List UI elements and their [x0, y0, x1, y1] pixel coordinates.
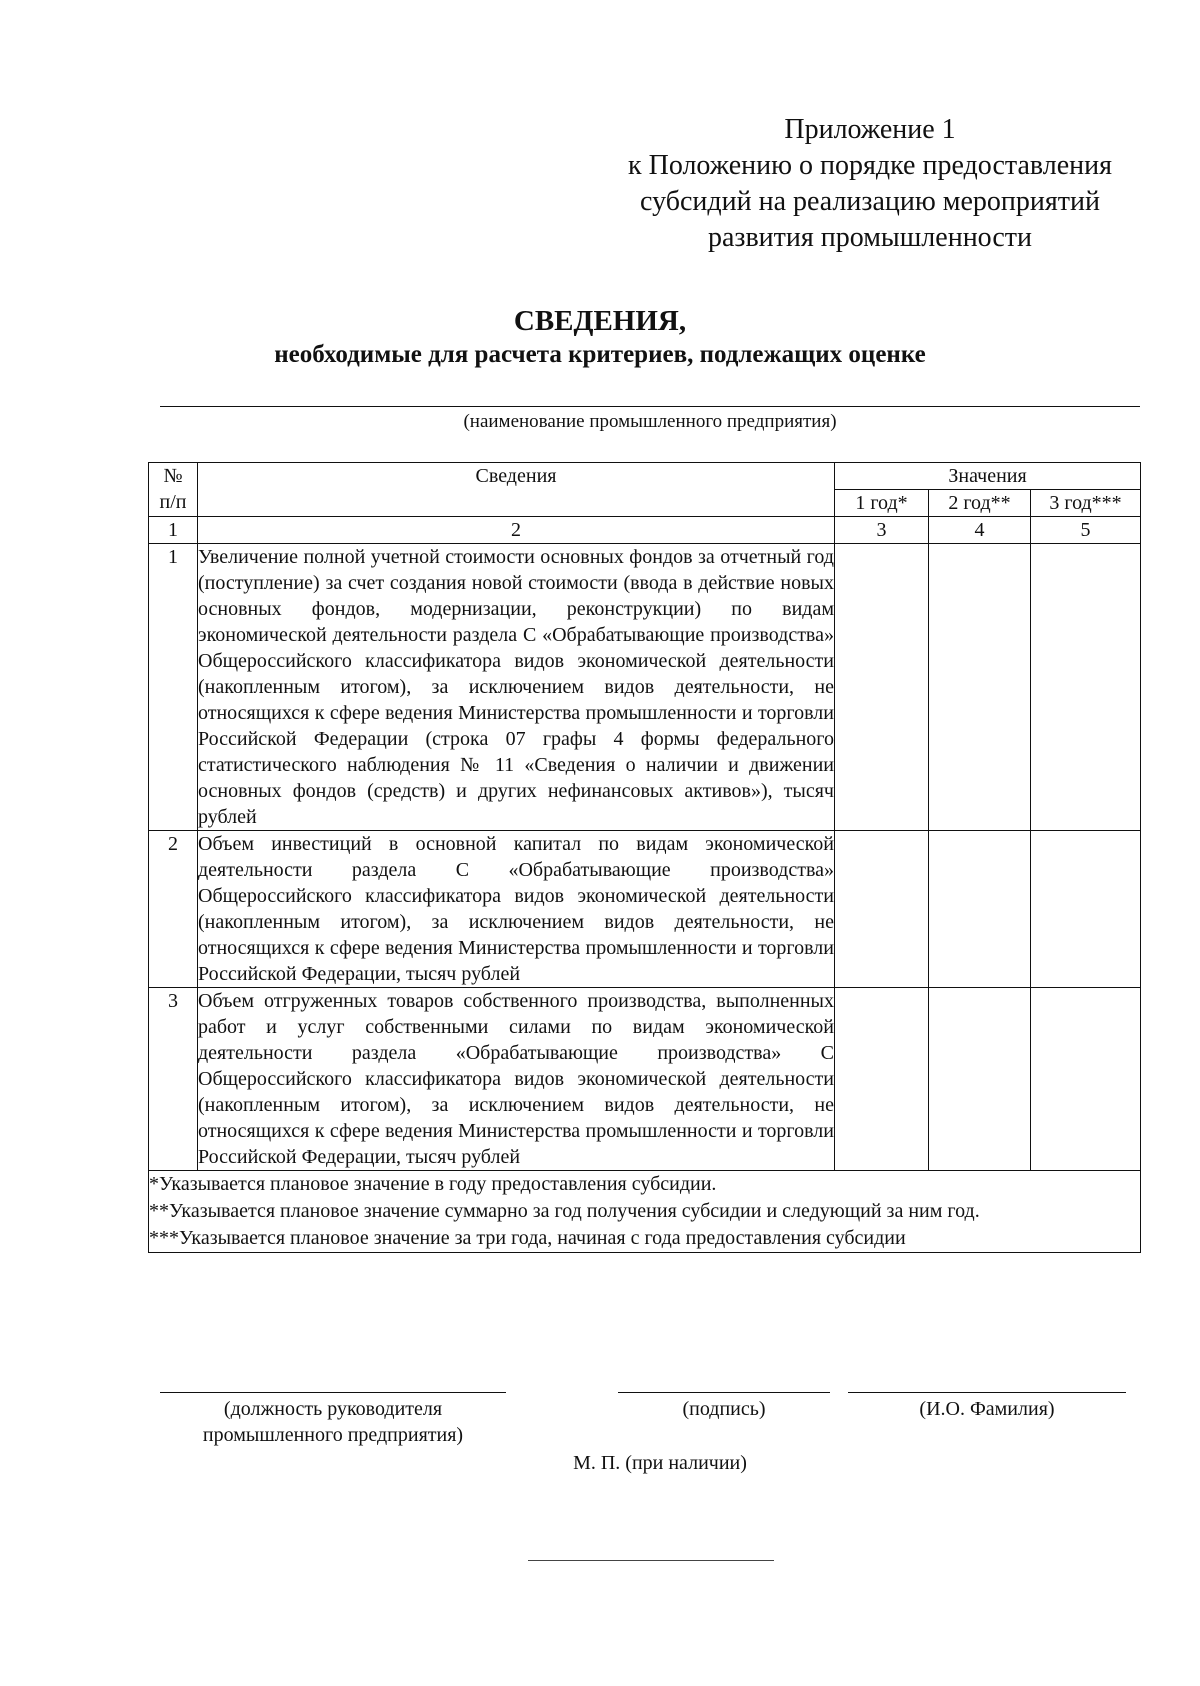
name-signature-line[interactable]: [848, 1392, 1126, 1393]
criteria-table: [148, 462, 1141, 1253]
annex-line: к Положению о порядке предоставления: [628, 150, 1112, 181]
header-number: [149, 463, 198, 517]
position-caption-line: (должность руководителя: [223, 1398, 443, 1420]
document-title: СВЕДЕНИЯ,: [513, 305, 687, 337]
annex-block: [600, 112, 1140, 256]
header-year-2: 2 год**: [929, 490, 1031, 517]
annex-line: развития промышленности: [707, 222, 1033, 253]
footnotes-row: [149, 1171, 1141, 1253]
value-year-3-cell[interactable]: [1031, 988, 1141, 1171]
name-caption: (И.О. Фамилия): [919, 1398, 1055, 1420]
row-description: Объем отгруженных товаров собственного производства, выполненных работ и услуг собственными силами по видам экономической деятельности раздела «Обрабатывающие производства» С Общероссийского классификатора видов экономической деятельности (накопленным итогом), за исключением видов деятельности, не относящихся к сфере ведения Министерства промышленности и торговли Российской Федерации, тысяч рублей: [198, 988, 835, 1171]
column-number: 5: [1031, 517, 1141, 544]
value-year-2-cell[interactable]: [929, 831, 1031, 988]
signature-caption: (подпись): [682, 1398, 766, 1420]
row-number: 2: [149, 831, 198, 988]
row-description: Увеличение полной учетной стоимости основных фондов за отчетный год (поступление) за счет создания новой стоимости (ввода в действие новых основных фондов, модернизации, реконструкции) по видам экономической деятельности раздела С «Обрабатывающие производства» Общероссийского классификатора видов экономической деятельности (накопленным итогом), за исключением видов деятельности, не относящихся к сфере ведения Министерства промышленности и торговли Российской Федерации (строка 07 графы 4 формы федерального статистического наблюдения № 11 «Сведения о наличии и движении основных фондов (средств) и других нефинансовых активов»), тысяч рублей: [198, 544, 835, 831]
position-caption: [150, 1396, 516, 1448]
row-number: 3: [149, 988, 198, 1171]
footnotes-cell: [149, 1171, 1141, 1253]
organization-name-caption: (наименование промышленного предприятия): [463, 411, 837, 432]
end-divider: [528, 1560, 774, 1561]
position-caption-line: промышленного предприятия): [202, 1424, 464, 1446]
column-number: 2: [198, 517, 835, 544]
header-year-1: 1 год*: [835, 490, 929, 517]
stamp-note: М. П. (при наличии): [573, 1452, 747, 1474]
value-year-1-cell[interactable]: [835, 544, 929, 831]
column-number-row: [149, 517, 1141, 544]
document-subtitle: необходимые для расчета критериев, подлежащих оценке: [274, 341, 926, 368]
signature-line[interactable]: [618, 1392, 830, 1393]
footnote: ***Указывается плановое значение за три года, начиная с года предоставления субсидии: [149, 1227, 906, 1249]
table-row: [149, 988, 1141, 1171]
value-year-2-cell[interactable]: [929, 544, 1031, 831]
table-row: [149, 544, 1141, 831]
footnote: **Указывается плановое значение суммарно за год получения субсидии и следующий за ним год.: [149, 1200, 980, 1222]
column-number: 4: [929, 517, 1031, 544]
annex-line: субсидий на реализацию мероприятий: [640, 186, 1100, 217]
organization-name-line[interactable]: [160, 406, 1140, 407]
row-number: 1: [149, 544, 198, 831]
value-year-1-cell[interactable]: [835, 988, 929, 1171]
column-number: 3: [835, 517, 929, 544]
footnote: *Указывается плановое значение в году предоставления субсидии.: [149, 1173, 717, 1195]
table-row: [149, 831, 1141, 988]
value-year-2-cell[interactable]: [929, 988, 1031, 1171]
header-values: Значения: [835, 463, 1141, 490]
header-number-label: № п/п: [159, 465, 187, 513]
position-signature-line[interactable]: [160, 1392, 506, 1393]
header-info: Сведения: [198, 463, 835, 517]
value-year-1-cell[interactable]: [835, 831, 929, 988]
value-year-3-cell[interactable]: [1031, 831, 1141, 988]
annex-line: Приложение 1: [784, 114, 956, 145]
column-number: 1: [149, 517, 198, 544]
header-year-3: 3 год***: [1031, 490, 1141, 517]
row-description: Объем инвестиций в основной капитал по видам экономической деятельности раздела С «Обрабатывающие производства» Общероссийского классификатора видов экономической деятельности (накопленным итогом), за исключением видов деятельности, не относящихся к сфере ведения Министерства промышленности и торговли Российской Федерации, тысяч рублей: [198, 831, 835, 988]
value-year-3-cell[interactable]: [1031, 544, 1141, 831]
